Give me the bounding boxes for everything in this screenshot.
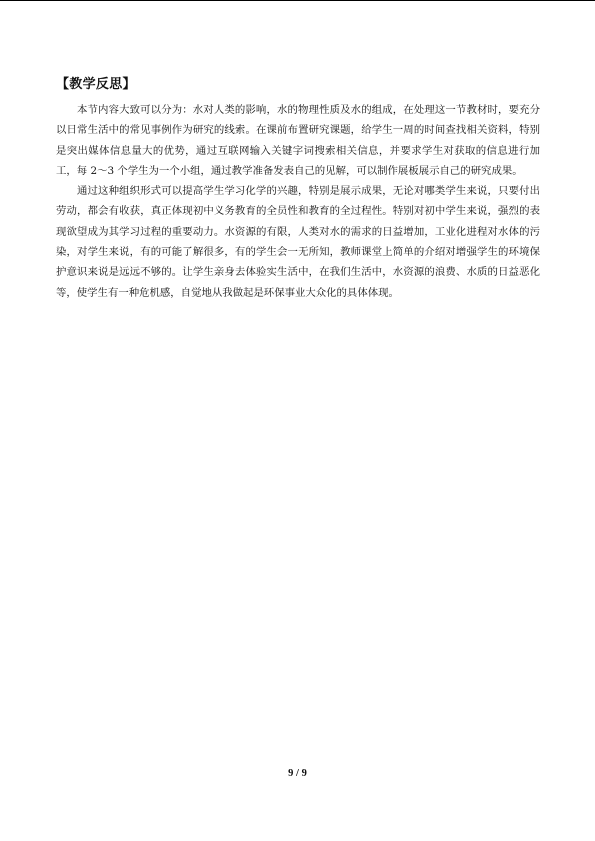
section-heading: 【教学反思】: [56, 77, 136, 92]
page-number: 9 / 9: [288, 768, 307, 779]
paragraph-1: 本节内容大致可以分为：水对人类的影响，水的物理性质及水的组成，在处理这一节教材时，要充分以日常生活中的常见事例作为研究的线索。在课前布置研究课题，给学生一周的时间查找相关资料，特别是突出媒体信息量大的优势，通过互联网输入关键字词搜索相关信息，并要求学生对获取的信息进行加工，每 2～3 个学生为一个小组，通过教学准备发表自己的见解，可以制作展板展示自己的研究成果。: [56, 104, 540, 177]
paragraph-2: 通过这种组织形式可以提高学生学习化学的兴趣，特别是展示成果，无论对哪类学生来说，只要付出劳动，都会有收获，真正体现初中义务教育的全员性和教育的全过程性。特别对初中学生来说，强烈的表现欲望成为其学习过程的重要动力。水资源的有限，人类对水的需求的日益增加，工业化进程对水体的污染，对学生来说，有的可能了解很多，有的学生会一无所知，教师课堂上简单的介绍对增强学生的环境保护意识来说是远远不够的。让学生亲身去体验实生活中，在我们生活中，水资源的浪费、水质的日益恶化等，使学生有一种危机感，自觉地从我做起是环保事业大众化的具体体现。: [56, 185, 540, 299]
document-body: [56, 70, 540, 303]
header-rule: [0, 0, 595, 1]
